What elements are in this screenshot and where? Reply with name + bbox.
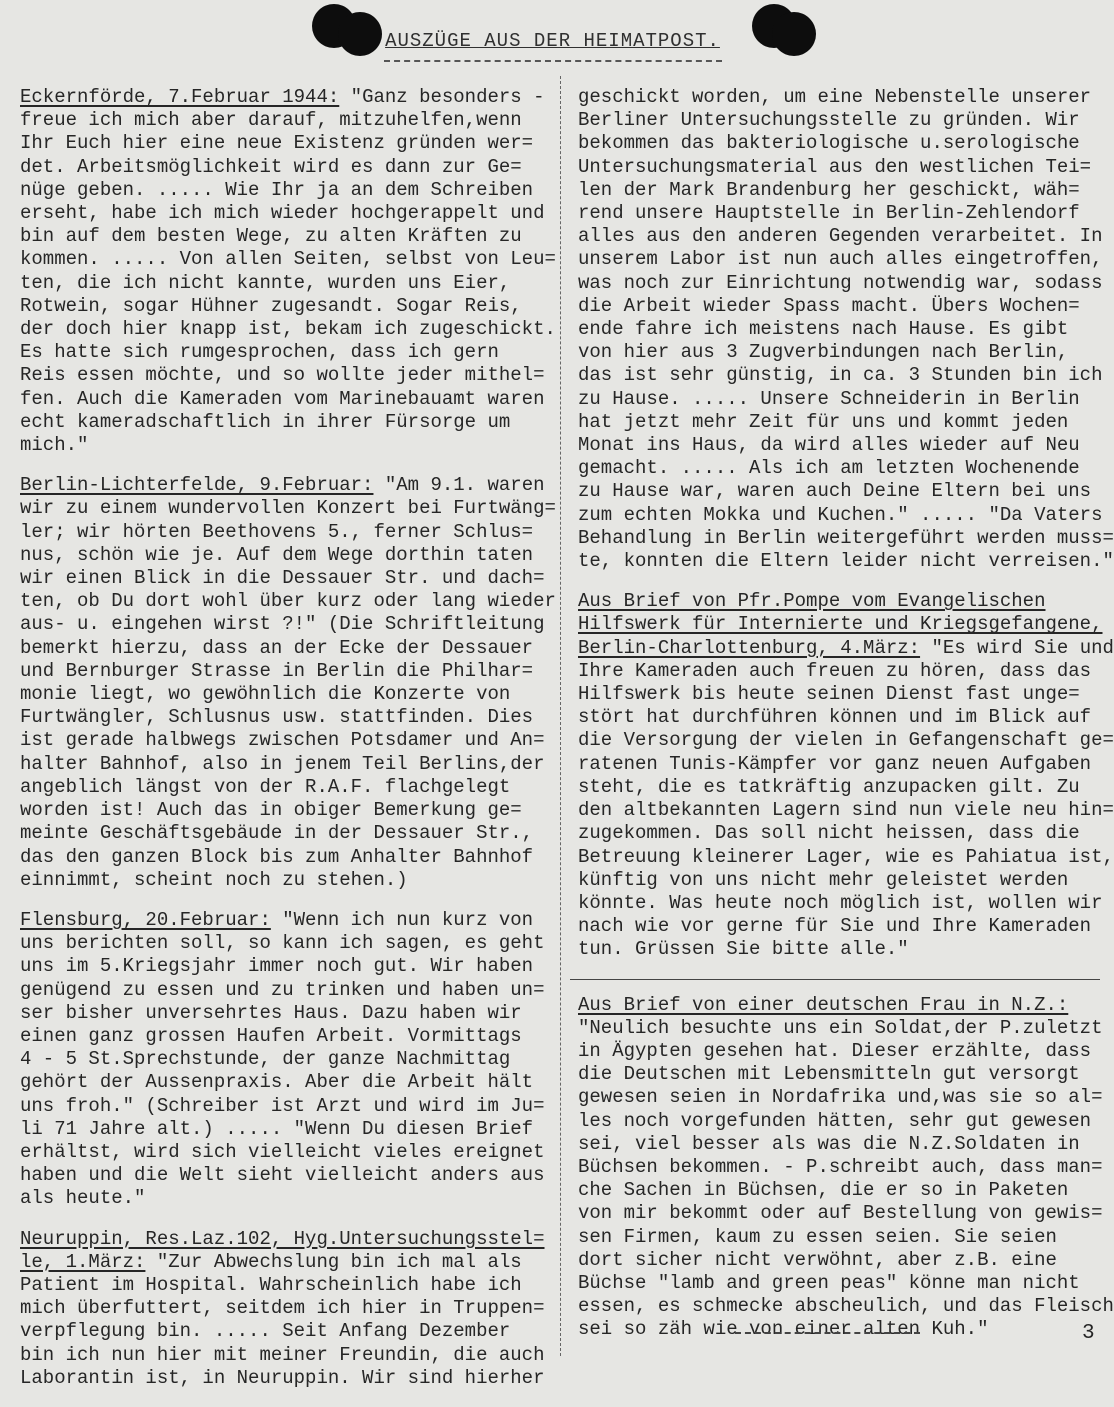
entry-line: "Es wird Sie und — [920, 636, 1114, 659]
entry-line: die Versorgung der vielen in Gefangenschaft ge= — [578, 729, 1114, 752]
entry-line: verpflegung bin. ..... Seit Anfang Dezember — [20, 1320, 511, 1343]
entry-line: angeblich längst von der R.A.F. flachgelegt — [20, 775, 511, 798]
entry-line: Hilfswerk bis heute seinen Dienst fast unge= — [578, 683, 1080, 706]
entry-line: Monat ins Haus, da wird alles wieder auf Neu — [578, 434, 1080, 457]
entry-line: erhältst, wird sich vielleicht vieles ereignet — [20, 1140, 545, 1163]
entry-line: mich." — [20, 434, 89, 457]
entry-line: kommen. ..... Von allen Seiten, selbst von Leu= — [20, 248, 556, 271]
entry-line: 4 - 5 St.Sprechstunde, der ganze Nachmittag — [20, 1048, 511, 1071]
entry-line: Ihr Euch hier eine neue Existenz gründen wer= — [20, 132, 534, 155]
entry-line: wir einen Blick in die Dessauer Str. und dach= — [20, 567, 545, 590]
punch-hole-left-2 — [338, 12, 382, 56]
entry-line: Furtwängler, Schlusnus usw. stattfinden. Dies — [20, 706, 534, 729]
entry-line: der doch hier knapp ist, bekam ich zugeschickt. — [20, 318, 556, 341]
entry-line: tun. Grüssen Sie bitte alle." — [578, 938, 909, 961]
entry-line: künftig von uns nicht mehr geleistet werden — [578, 868, 1069, 891]
punch-hole-right-2 — [772, 12, 816, 56]
entry-line: ist gerade halbwegs zwischen Potsdamer und An= — [20, 729, 545, 752]
entry-heading: Aus Brief von einer deutschen Frau in N.Z.: — [578, 993, 1069, 1016]
entry-line: den altbekannten Lagern sind nun viele neu hin= — [578, 799, 1114, 822]
entry-line: "Zur Abwechslung bin ich mal als — [145, 1250, 522, 1273]
entry-line: Berliner Untersuchungsstelle zu gründen. Wir — [578, 109, 1080, 132]
entry-line: ser bisher unversehrtes Haus. Dazu haben wir — [20, 1001, 522, 1024]
letter-entry-deutsche-frau-nz — [578, 993, 1114, 1342]
entry-line: Patient im Hospital. Wahrscheinlich habe ich — [20, 1273, 522, 1296]
entry-line: Büchse "lamb and green peas" könne man nicht — [578, 1271, 1080, 1294]
entry-line: von hier aus 3 Zugverbindungen nach Berlin, — [578, 341, 1069, 364]
end-rule — [735, 1332, 920, 1334]
letter-entry-pfr-pompe — [578, 590, 1114, 961]
section-separator — [570, 979, 1100, 980]
entry-line: ende fahre ich meistens nach Hause. Es gibt — [578, 318, 1069, 341]
entry-line: unserem Labor ist nun auch alles eingetroffen, — [578, 248, 1103, 271]
entry-line: che Sachen in Büchsen, die er so in Paketen — [578, 1179, 1069, 1202]
entry-line: len der Mark Brandenburg her geschickt, wäh= — [578, 178, 1080, 201]
letter-entry-flensburg — [20, 909, 550, 1211]
entry-line: und Bernburger Strasse in Berlin die Philhar= — [20, 659, 534, 682]
letter-entry-eckernfoerde — [20, 86, 556, 457]
entry-line: fen. Auch die Kameraden vom Marinebauamt waren — [20, 387, 545, 410]
page-number: 3 — [1082, 1322, 1095, 1345]
entry-line: monie liegt, wo gewöhnlich die Konzerte von — [20, 683, 511, 706]
entry-line: "Am 9.1. waren — [373, 474, 545, 497]
column-divider — [560, 76, 561, 1356]
entry-line: Untersuchungsmaterial aus den westlichen Tei= — [578, 155, 1092, 178]
entry-line: sen Firmen, kaum zu essen seien. Sie seien — [578, 1225, 1057, 1248]
entry-line: Laborantin ist, in Neuruppin. Wir sind hierher — [20, 1366, 545, 1389]
entry-line: nüge geben. ..... Wie Ihr ja an dem Schreiben — [20, 178, 534, 201]
entry-line: haben und die Welt sieht vielleicht anders aus — [20, 1164, 545, 1187]
entry-line: freue ich mich aber darauf, mitzuhelfen,wenn — [20, 109, 522, 132]
left-column — [20, 86, 556, 1407]
entry-line: li 71 Jahre alt.) ..... "Wenn Du diesen Brief — [20, 1117, 534, 1140]
entry-line: steht, die es tatkräftig anzupacken gilt. Zu — [578, 775, 1080, 798]
entry-line: ten, die ich nicht kannte, wurden uns Eier, — [20, 271, 511, 294]
entry-line: zu Hause. ..... Unsere Schneiderin in Berlin — [578, 387, 1080, 410]
entry-line: erseht, habe ich mich wieder hochgerappelt und — [20, 202, 545, 225]
entry-line: was noch zur Einrichtung notwendig war, sodass — [578, 271, 1103, 294]
entry-line: Es hatte sich rumgesprochen, dass ich gern — [20, 341, 499, 364]
entry-line: Betreuung kleinerer Lager, wie es Pahiatua ist, — [578, 845, 1114, 868]
entry-line: sei, viel besser als was die N.Z.Soldaten in — [578, 1132, 1080, 1155]
entry-line: dort sicher nicht verwöhnt, aber z.B. eine — [578, 1248, 1057, 1271]
entry-heading-continued: le, 1.März: — [20, 1250, 146, 1273]
entry-line: die Arbeit wieder Spass macht. Übers Wochen= — [578, 294, 1080, 317]
letter-entry-berlin-lichterfelde — [20, 474, 556, 892]
entry-line: bemerkt hierzu, dass an der Ecke der Dessauer — [20, 636, 534, 659]
entry-line: bekommen das bakteriologische u.serologische — [578, 132, 1080, 155]
entry-line: Behandlung in Berlin weitergeführt werden muss= — [578, 526, 1114, 549]
entry-line: alles aus den anderen Gegenden verarbeitet. In — [578, 225, 1103, 248]
letter-entry-neuruppin — [20, 1228, 550, 1390]
entry-line: geschickt worden, um eine Nebenstelle unserer — [578, 86, 1092, 108]
entry-heading: Eckernförde, 7.Februar 1944: — [20, 86, 340, 108]
entry-line: genügend zu essen und zu trinken und haben un= — [20, 978, 545, 1001]
entry-line: nach wie vor gerne für Sie und Ihre Kameraden — [578, 915, 1092, 938]
entry-line: einnimmt, scheint noch zu stehen.) — [20, 868, 408, 891]
entry-heading-continued: Hilfswerk für Internierte und Kriegsgefangene, — [578, 613, 1103, 636]
entry-line: könnte. Was heute noch möglich ist, wollen wir — [578, 891, 1103, 914]
entry-line: det. Arbeitsmöglichkeit wird es dann zur Ge= — [20, 155, 522, 178]
entry-line: rend unsere Hauptstelle in Berlin-Zehlendorf — [578, 202, 1080, 225]
entry-line: essen, es schmecke abscheulich, und das Fleisch — [578, 1295, 1114, 1318]
entry-line: einen ganz grossen Haufen Arbeit. Vormittags — [20, 1024, 522, 1047]
entry-line: hat jetzt mehr Zeit für uns und kommt jeden — [578, 410, 1069, 433]
letter-entry-neuruppin-continued — [578, 86, 1114, 573]
entry-line: stört hat durchführen können und im Blick auf — [578, 706, 1092, 729]
entry-line: nus, schön wie je. Auf dem Wege dorthin taten — [20, 543, 534, 566]
entry-line: sei so zäh wie von einer alten Kuh." — [578, 1318, 989, 1341]
entry-line: Büchsen bekommen. - P.schreibt auch, dass man= — [578, 1155, 1103, 1178]
entry-line: uns im 5.Kriegsjahr immer noch gut. Wir haben — [20, 955, 534, 978]
entry-line: "Neulich besuchte uns ein Soldat,der P.zuletzt — [578, 1016, 1103, 1039]
entry-line: zugekommen. Das soll nicht heissen, dass die — [578, 822, 1080, 845]
entry-line: mich überfuttert, seitdem ich hier in Truppen= — [20, 1297, 545, 1320]
entry-line: gemacht. ..... Als ich am letzten Wochenende — [578, 457, 1080, 480]
page-title: AUSZÜGE AUS DER HEIMATPOST. — [385, 30, 720, 52]
entry-heading: Berlin-Lichterfelde, 9.Februar: — [20, 474, 374, 497]
entry-line: in Ägypten gesehen hat. Dieser erzählte, dass — [578, 1039, 1092, 1062]
entry-line: echt kameradschaftlich in ihrer Fürsorge um — [20, 410, 511, 433]
entry-line: Ihre Kameraden auch freuen zu hören, dass das — [578, 659, 1092, 682]
entry-line: bin auf dem besten Wege, zu alten Kräften zu — [20, 225, 522, 248]
title-rule — [384, 60, 722, 62]
entry-line: "Wenn ich nun kurz von — [270, 908, 534, 931]
entry-line: ler; wir hörten Beethovens 5., ferner Schlus= — [20, 520, 534, 543]
entry-line: zum echten Mokka und Kuchen." ..... "Da Vaters — [578, 503, 1103, 526]
entry-line: halter Bahnhof, also in jenem Teil Berlins,der — [20, 752, 545, 775]
entry-line: uns froh." (Schreiber ist Arzt und wird im Ju= — [20, 1094, 545, 1117]
entry-heading-continued: Berlin-Charlottenburg, 4.März: — [578, 636, 921, 659]
entry-line: als heute." — [20, 1187, 146, 1210]
entry-line: zu Hause war, waren auch Deine Eltern bei uns — [578, 480, 1092, 503]
entry-line: die Deutschen mit Lebensmitteln gut versorgt — [578, 1063, 1080, 1086]
entry-line: te, konnten die Eltern leider nicht verreisen." — [578, 550, 1114, 573]
right-column — [578, 86, 1114, 1359]
entry-line: Rotwein, sogar Hühner zugesandt. Sogar Reis, — [20, 294, 522, 317]
entry-line: worden ist! Auch das in obiger Bemerkung ge= — [20, 799, 522, 822]
entry-heading: Neuruppin, Res.Laz.102, Hyg.Untersuchungsstel= — [20, 1227, 545, 1250]
entry-line: Reis essen möchte, und so wollte jeder mithel= — [20, 364, 545, 387]
entry-heading: Flensburg, 20.Februar: — [20, 908, 271, 931]
entry-line: "Ganz besonders - — [339, 86, 545, 108]
entry-line: bin ich nun hier mit meiner Freundin, die auch — [20, 1343, 545, 1366]
entry-heading: Aus Brief von Pfr.Pompe vom Evangelischen — [578, 590, 1046, 613]
entry-line: von mir bekommt oder auf Bestellung von gewis= — [578, 1202, 1103, 1225]
entry-line: wir zu einem wundervollen Konzert bei Furtwäng= — [20, 497, 556, 520]
entry-line: das ist sehr günstig, in ca. 3 Stunden bin ich — [578, 364, 1103, 387]
entry-line: ten, ob Du dort wohl über kurz oder lang wieder — [20, 590, 556, 613]
entry-line: aus- u. eingehen wirst ?!" (Die Schriftleitung — [20, 613, 545, 636]
entry-line: das den ganzen Block bis zum Anhalter Bahnhof — [20, 845, 534, 868]
entry-line: les noch vorgefunden hätten, sehr gut gewesen — [578, 1109, 1092, 1132]
entry-line: gewesen seien in Nordafrika und,was sie so al= — [578, 1086, 1103, 1109]
entry-line: gehört der Aussenpraxis. Aber die Arbeit hält — [20, 1071, 534, 1094]
entry-line: meinte Geschäftsgebäude in der Dessauer Str., — [20, 822, 534, 845]
entry-line: uns berichten soll, so kann ich sagen, es geht — [20, 932, 545, 955]
entry-line: ratenen Tunis-Kämpfer vor ganz neuen Aufgaben — [578, 752, 1092, 775]
